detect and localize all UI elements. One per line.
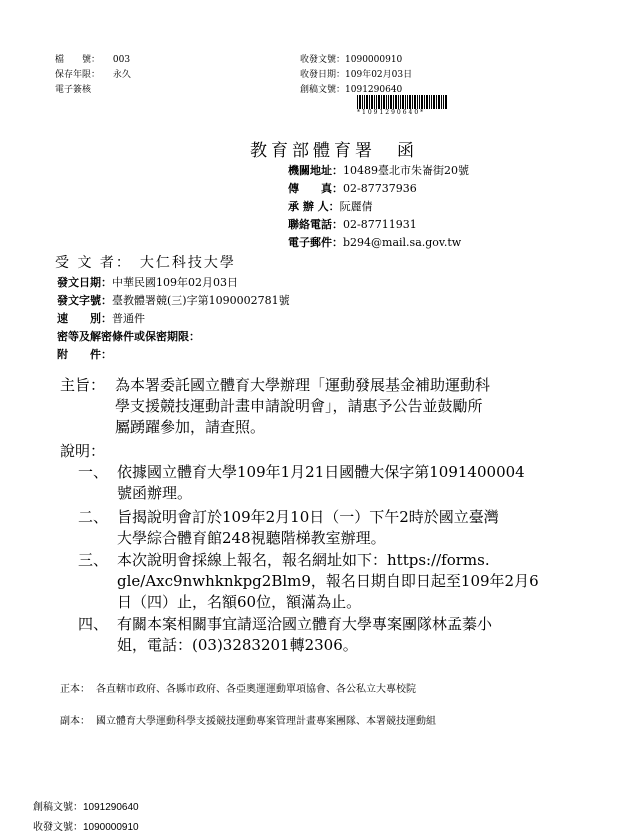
- retention: [55, 67, 131, 80]
- send-date-label: 發文日期：: [57, 276, 112, 289]
- org-address-value: 10489臺北市朱崙街20號: [343, 164, 469, 177]
- recv-date-value: 109年02月03日: [345, 70, 413, 80]
- send-no-value: 臺教體署競(三)字第1090002781號: [112, 294, 290, 307]
- footer-draft-no: [33, 798, 139, 813]
- org-info: [288, 162, 469, 252]
- speed-value: 普通件: [112, 312, 145, 325]
- explanation-line: gle/Axc9nwhknkpg2Blm9，報名日期自即日起至109年2月6: [117, 572, 539, 590]
- org-contact-value: 阮麗倩: [339, 200, 373, 213]
- explanation-num: 四、: [78, 615, 109, 633]
- subject-label: 主旨：: [60, 376, 106, 394]
- org-contact: [288, 198, 469, 216]
- speed: [57, 310, 290, 328]
- recipient-label: 受 文 者：: [55, 255, 132, 271]
- recv-date: [300, 67, 412, 80]
- cc-copy-label: 副本：: [60, 716, 90, 727]
- recipient: [55, 252, 236, 272]
- send-date: [57, 274, 290, 292]
- explanation-item: [117, 614, 492, 656]
- document-title: 教育部體育署 函: [250, 141, 418, 161]
- org-address: [288, 162, 469, 180]
- archive-no-label: 檔 號：: [55, 55, 101, 65]
- org-fax-label: 傳 真：: [288, 182, 343, 195]
- explanation-line: 有關本案相關事宜請逕洽國立體育大學專案團隊林孟蓁小: [117, 615, 493, 633]
- explanation-line: 大學綜合體育館248視聽階梯教室辦理。: [117, 529, 386, 547]
- footer-draft-no-value: 1091290640: [83, 802, 139, 813]
- send-no-label: 發文字號：: [57, 294, 112, 307]
- e-sign: [55, 82, 91, 95]
- recv-no: [300, 52, 402, 65]
- attachment-label: 附 件：: [57, 348, 112, 361]
- explanation-num: 三、: [78, 551, 109, 569]
- attachment: [57, 346, 290, 364]
- org-address-label: 機關地址：: [288, 164, 343, 177]
- org-email-value: b294@mail.sa.gov.tw: [343, 236, 462, 249]
- subject-body: [115, 375, 490, 438]
- footer-recv-no-value: 1090000910: [83, 822, 139, 833]
- explanation-num: 二、: [78, 508, 109, 526]
- subject-line: 學支援競技運動計畫申請說明會」，請惠予公告並鼓勵所: [115, 397, 483, 415]
- org-fax-value: 02-87737936: [343, 182, 417, 195]
- recipient-value: 大仁科技大學: [139, 255, 236, 271]
- explanation-item: [117, 462, 525, 504]
- retention-label: 保存年限：: [55, 70, 101, 80]
- meta-block: [57, 274, 290, 364]
- explanation-label: 說明：: [60, 442, 106, 460]
- e-sign-label: 電子簽核: [55, 85, 92, 95]
- recv-no-label: 收發文號：: [300, 55, 346, 65]
- recv-no-value: 1090000910: [345, 55, 403, 65]
- org-fax: [288, 180, 469, 198]
- send-date-value: 中華民國109年02月03日: [112, 276, 238, 289]
- explanation-line: 日（四）止，名額60位，額滿為止。: [117, 593, 362, 611]
- cc-copy: [60, 712, 436, 727]
- cc-primary: [60, 680, 416, 695]
- footer-recv-no-label: 收發文號：: [33, 822, 83, 833]
- explanation-item: [117, 550, 539, 613]
- draft-no-value: 1091290640: [345, 85, 403, 95]
- org-contact-label: 承 辦 人：: [288, 200, 340, 213]
- recv-date-label: 收發日期：: [300, 70, 346, 80]
- confidential-label: 密等及解密條件或保密期限：: [57, 330, 200, 343]
- footer-recv-no: [33, 818, 139, 833]
- cc-primary-label: 正本：: [60, 684, 90, 695]
- draft-no: [300, 82, 402, 95]
- explanation-num: 一、: [78, 463, 109, 481]
- org-phone: [288, 216, 469, 234]
- subject-line: 屬踴躍參加，請查照。: [115, 418, 266, 436]
- cc-primary-value: 各直轄市政府、各縣市政府、各亞奧運運動單項協會、各公私立大專校院: [96, 684, 416, 695]
- draft-no-label: 創稿文號：: [300, 85, 346, 95]
- subject-line: 為本署委託國立體育大學辦理「運動發展基金補助運動科: [115, 376, 491, 394]
- archive-no-value: 003: [112, 55, 131, 65]
- explanation-line: 號函辦理。: [117, 484, 193, 502]
- archive-no: [55, 52, 130, 65]
- cc-copy-value: 國立體育大學運動科學支援競技運動專案管理計畫專案團隊、本署競技運動組: [96, 716, 436, 727]
- org-phone-label: 聯絡電話：: [288, 218, 343, 231]
- org-email: [288, 234, 469, 252]
- speed-label: 速 別：: [57, 312, 112, 325]
- org-email-label: 電子郵件：: [288, 236, 343, 249]
- explanation-line: 旨揭說明會訂於109年2月10日（一）下午2時於國立臺灣: [117, 508, 499, 526]
- explanation-line: 本次說明會採線上報名，報名網址如下：https://forms.: [117, 551, 490, 569]
- org-phone-value: 02-87711931: [343, 218, 417, 231]
- footer-draft-no-label: 創稿文號：: [33, 802, 83, 813]
- confidential: [57, 328, 290, 346]
- retention-value: 永久: [112, 70, 131, 80]
- send-no: [57, 292, 290, 310]
- explanation-line: 姐，電話：(03)3283201轉2306。: [117, 636, 358, 654]
- barcode-text: *1091290640*: [357, 109, 426, 116]
- explanation-line: 依據國立體育大學109年1月21日國體大保字第1091400004: [117, 463, 525, 481]
- barcode: [357, 95, 447, 109]
- explanation-item: [117, 507, 499, 549]
